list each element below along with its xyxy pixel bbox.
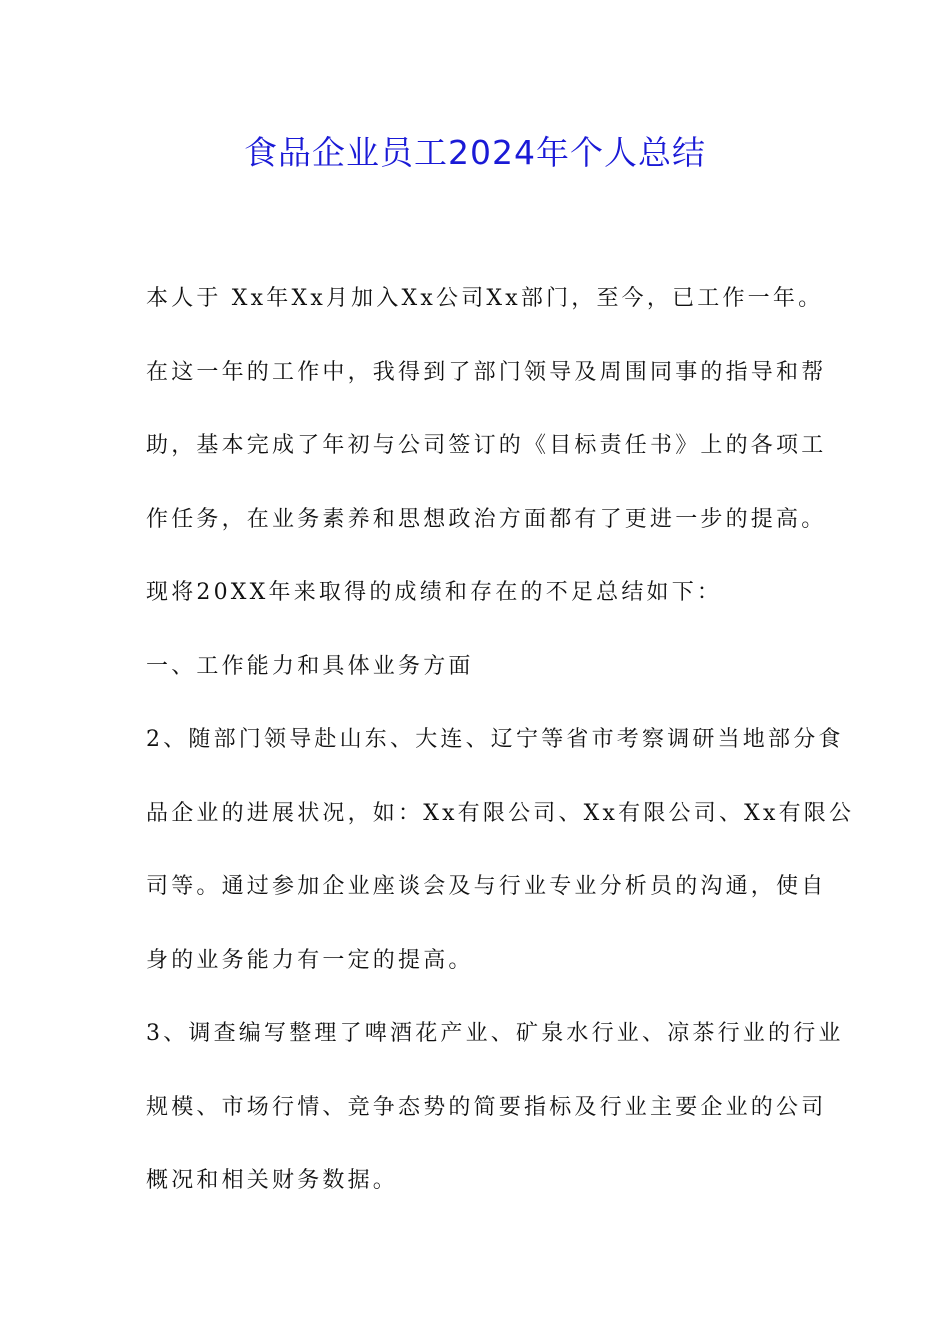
body-line: 身的业务能力有一定的提高。: [146, 947, 474, 973]
body-line: 2、随部门领导赴山东、大连、辽宁等省市考察调研当地部分食: [146, 727, 844, 752]
document-title: 食品企业员工2024年个人总结: [244, 133, 706, 172]
body-line: 规模、市场行情、竞争态势的简要指标及行业主要企业的公司: [146, 1094, 827, 1120]
body-line: 司等。通过参加企业座谈会及与行业专业分析员的沟通，使自: [146, 874, 827, 899]
body-line: 在这一年的工作中，我得到了部门领导及周围同事的指导和帮: [146, 359, 827, 385]
body-line: 概况和相关财务数据。: [146, 1168, 399, 1193]
section-heading: 一、工作能力和具体业务方面: [146, 653, 474, 679]
body-line: 本人于 Xx年Xx月加入Xx公司Xx部门，至今，已工作一年。: [146, 286, 824, 311]
body-line: 作任务，在业务素养和思想政治方面都有了更进一步的提高。: [146, 506, 827, 532]
body-line: 3、调查编写整理了啤酒花产业、矿泉水行业、凉茶行业的行业: [146, 1021, 844, 1046]
body-line: 品企业的进展状况，如：Xx有限公司、Xx有限公司、Xx有限公: [146, 800, 855, 826]
body-line: 助，基本完成了年初与公司签订的《目标责任书》上的各项工: [146, 433, 827, 458]
document-body: [146, 262, 855, 1218]
body-line: 现将20XX年来取得的成绩和存在的不足总结如下：: [146, 580, 723, 605]
